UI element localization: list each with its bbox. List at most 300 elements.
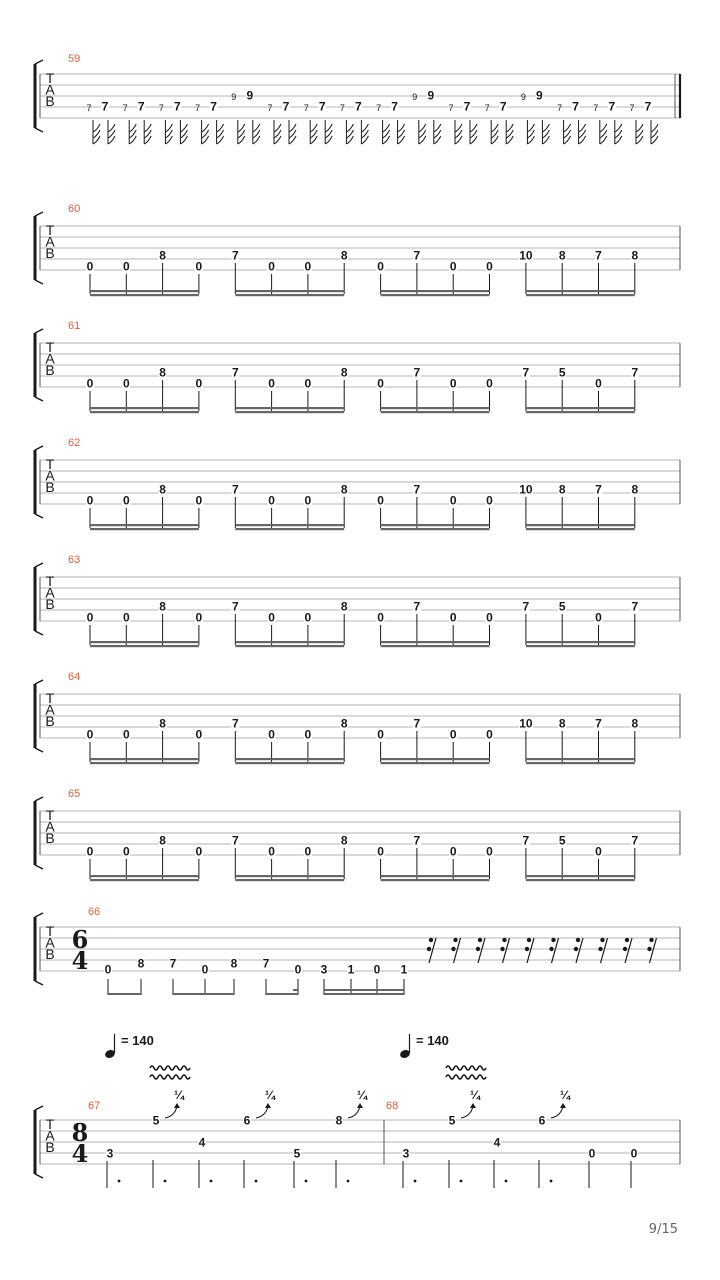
beam-primary [381, 290, 490, 292]
tab-clef-letter: A [45, 818, 55, 835]
tab-clef-letter: T [45, 339, 55, 355]
beam-secondary [526, 528, 635, 530]
beam-secondary [381, 645, 490, 647]
rest-dot [576, 938, 580, 942]
tab-clef-letter: A [45, 701, 55, 718]
fret-number: 7 [355, 99, 362, 114]
fret-number: 0 [377, 727, 384, 742]
fret-number: 7 [169, 956, 177, 971]
tab-clef-letter: T [45, 807, 55, 823]
bracket-hook [35, 397, 43, 401]
fret-number: 0 [268, 727, 275, 742]
fret-number: 0 [595, 376, 602, 391]
grace-note-fret: 7 [376, 103, 382, 113]
beam-secondary [90, 528, 199, 530]
note-flag [636, 124, 643, 132]
beam-secondary [235, 645, 344, 647]
fret-number: 0 [486, 493, 493, 508]
rest-dot [647, 947, 651, 951]
fret-number: 7 [231, 833, 239, 848]
note-flag [615, 124, 622, 132]
rest-dot [478, 938, 482, 942]
tab-clef-letter: B [45, 713, 55, 729]
note-flag [398, 124, 405, 132]
bend-amount: ¼ [559, 1088, 571, 1102]
fret-number: 0 [122, 727, 130, 742]
dot [505, 1180, 508, 1183]
fret-number: 0 [486, 376, 493, 391]
fret-number: 8 [558, 482, 566, 497]
rest-dot [451, 947, 455, 951]
beam-secondary [90, 411, 199, 413]
fret-number: 0 [86, 493, 94, 508]
bracket-hook [35, 797, 43, 801]
fret-number: 8 [159, 716, 166, 731]
fret-number: 0 [195, 259, 203, 274]
grace-note-fret: 7 [158, 103, 164, 113]
fret-number: 5 [293, 1146, 301, 1161]
fret-number: 7 [631, 833, 639, 848]
vibrato-mark [150, 1066, 190, 1070]
fret-number: 7 [231, 482, 239, 497]
bend-amount: ¼ [356, 1088, 368, 1102]
fret-number: 8 [159, 365, 166, 380]
fret-number: 8 [335, 1113, 343, 1128]
time-signature-top: 6 [71, 925, 89, 954]
fret-number: 7 [262, 956, 270, 971]
beam-primary [235, 290, 344, 292]
beam-primary [266, 993, 298, 995]
fret-number: 0 [449, 493, 457, 508]
fret-number: 0 [268, 610, 275, 625]
tab-clef-letter: B [45, 479, 55, 495]
fret-number: 0 [304, 493, 312, 508]
beam-primary [90, 524, 199, 526]
bracket-hook [35, 280, 43, 284]
vibrato-mark [150, 1075, 190, 1079]
system-measure-62 [35, 437, 680, 530]
tab-clef-letter: T [45, 923, 55, 939]
page-number: 9/15 [648, 1222, 678, 1237]
note-flag [289, 124, 296, 132]
note-flag [564, 124, 571, 132]
bend-amount: ¼ [173, 1088, 185, 1102]
system-measure-65 [35, 788, 680, 881]
beam-primary [235, 758, 344, 760]
dot [255, 1180, 258, 1183]
tab-clef-letter: T [45, 456, 55, 472]
note-flag [361, 124, 368, 132]
dot [164, 1180, 167, 1183]
beam-primary [235, 641, 344, 643]
tab-clef-letter: T [45, 690, 55, 706]
beam-primary [90, 758, 199, 760]
note-flag [383, 124, 390, 132]
tab-clef-letter: T [45, 573, 55, 589]
measure-number: 68 [386, 1100, 399, 1112]
measure-number: 66 [88, 906, 101, 918]
measure-number: 61 [68, 320, 81, 332]
tab-clef-letter: T [45, 222, 55, 238]
fret-number: 0 [486, 727, 493, 742]
beam-primary [235, 407, 344, 409]
fret-number: 0 [449, 727, 457, 742]
tempo-marking: = 140 [121, 1033, 154, 1048]
fret-number: 0 [122, 493, 130, 508]
fret-number: 10 [519, 482, 533, 497]
grace-note-fret: 7 [339, 103, 345, 113]
grace-note-fret: 7 [195, 103, 201, 113]
tab-clef-letter: A [45, 934, 55, 951]
fret-number: 0 [449, 259, 457, 274]
grace-note-fret: 7 [86, 103, 92, 113]
fret-number: 0 [195, 376, 203, 391]
note-flag [238, 124, 245, 132]
note-flag [217, 124, 224, 132]
fret-number: 5 [558, 365, 566, 380]
fret-number: 0 [268, 376, 275, 391]
beam-secondary [90, 762, 199, 764]
fret-number: 0 [195, 493, 203, 508]
fret-number: 0 [377, 844, 384, 859]
fret-number: 0 [595, 610, 602, 625]
note-flag [542, 124, 549, 132]
beam-primary [526, 407, 635, 409]
fret-number: 5 [448, 1113, 456, 1128]
fret-number: 0 [86, 259, 94, 274]
fret-number: 0 [304, 259, 312, 274]
note-flag [144, 124, 151, 132]
fret-number: 9 [427, 88, 435, 103]
bracket-hook [35, 1174, 43, 1178]
bracket-hook [35, 748, 43, 752]
fret-number: 0 [86, 844, 94, 859]
rest-dot [453, 938, 457, 942]
tab-clef-letter: T [45, 1116, 55, 1132]
fret-number: 7 [572, 99, 579, 114]
note-flag [325, 124, 332, 132]
note-flag [310, 124, 317, 132]
beam-primary [526, 758, 635, 760]
system-measure-61 [35, 320, 680, 413]
fret-number: 0 [195, 610, 203, 625]
tab-clef-letter: B [45, 830, 55, 846]
fret-number: 7 [318, 99, 326, 114]
dot [305, 1180, 308, 1183]
beam-primary [381, 758, 490, 760]
fret-number: 7 [413, 599, 421, 614]
vibrato-mark [446, 1075, 486, 1079]
tab-clef-letter: A [45, 584, 55, 601]
fret-number: 6 [538, 1113, 546, 1128]
beam-primary [235, 875, 344, 877]
bend-amount: ¼ [469, 1088, 481, 1102]
fret-number: 0 [595, 844, 602, 859]
fret-number: 0 [294, 962, 302, 977]
fret-number: 0 [122, 376, 130, 391]
bracket-hook [35, 865, 43, 869]
bracket-hook [35, 212, 43, 216]
fret-number: 7 [231, 248, 239, 263]
rest-dot [476, 947, 480, 951]
grace-note-fret: 7 [484, 103, 490, 113]
bracket-hook [35, 563, 43, 567]
fret-number: 7 [413, 833, 421, 848]
tab-clef-letter: T [45, 70, 55, 86]
rest-dot [427, 947, 431, 951]
fret-number: 7 [137, 99, 145, 114]
note-flag [651, 124, 658, 132]
tab-clef-letter: B [45, 1139, 55, 1155]
fret-number: 0 [630, 1146, 638, 1161]
measure-number: 63 [68, 554, 81, 566]
fret-number: 8 [558, 716, 566, 731]
rest-dot [500, 947, 504, 951]
note-flag [165, 124, 172, 132]
beam-secondary [526, 294, 635, 296]
note-flag [93, 124, 100, 132]
fret-number: 7 [595, 248, 602, 263]
measure-number: 59 [68, 53, 81, 65]
grace-note-fret: 7 [267, 103, 273, 113]
fret-number: 8 [159, 482, 166, 497]
dot [118, 1180, 121, 1183]
fret-number: 8 [631, 482, 639, 497]
note-flag [253, 124, 260, 132]
time-signature-bottom: 4 [71, 946, 89, 975]
fret-number: 7 [463, 99, 471, 114]
fret-number: 7 [608, 99, 616, 114]
fret-number: 7 [210, 99, 217, 114]
system-measure-64 [35, 671, 680, 764]
bracket-hook [35, 1106, 43, 1110]
bend-arrowhead [357, 1103, 363, 1108]
note-flag [527, 124, 534, 132]
beam-primary [108, 993, 141, 995]
fret-number: 0 [486, 610, 493, 625]
fret-number: 7 [413, 248, 421, 263]
beam-secondary [381, 762, 490, 764]
beam-primary [381, 641, 490, 643]
fret-number: 0 [377, 376, 384, 391]
fret-number: 7 [631, 365, 639, 380]
rest-dot [429, 938, 433, 942]
fret-number: 0 [377, 610, 384, 625]
time-signature-bottom: 4 [71, 1139, 89, 1168]
fret-number: 0 [86, 610, 94, 625]
beam-partial [293, 989, 298, 991]
measure-number: 62 [68, 437, 81, 449]
note-flag [346, 124, 353, 132]
fret-number: 5 [152, 1113, 160, 1128]
fret-number: 7 [231, 599, 239, 614]
fret-number: 0 [201, 962, 209, 977]
note-flag [180, 124, 187, 132]
fret-number: 6 [243, 1113, 251, 1128]
rest-dot [525, 947, 529, 951]
beam-secondary [526, 879, 635, 881]
beam-primary [381, 875, 490, 877]
fret-number: 7 [631, 599, 639, 614]
rest-dot [551, 938, 555, 942]
bend-arrowhead [470, 1103, 476, 1108]
dot [550, 1180, 553, 1183]
note-flag [455, 124, 462, 132]
fret-number: 0 [449, 610, 457, 625]
fret-number: 0 [588, 1146, 596, 1161]
beam-primary [381, 407, 490, 409]
grace-note-fret: 7 [557, 103, 563, 113]
tempo-marking: = 140 [416, 1033, 449, 1048]
beam-primary [173, 993, 234, 995]
fret-number: 8 [137, 956, 145, 971]
fret-number: 10 [519, 716, 533, 731]
beam-secondary [90, 294, 199, 296]
bend-arrowhead [560, 1103, 566, 1108]
measure-number: 64 [68, 671, 81, 683]
fret-number: 7 [391, 99, 398, 114]
fret-number: 8 [631, 248, 639, 263]
beam-primary [324, 993, 404, 995]
tab-clef-letter: A [45, 350, 55, 367]
fret-number: 8 [340, 365, 348, 380]
fret-number: 4 [493, 1135, 501, 1150]
dot [210, 1180, 213, 1183]
fret-number: 0 [268, 259, 275, 274]
note-flag [108, 124, 115, 132]
beam-primary [90, 290, 199, 292]
tab-clef-letter: A [45, 1127, 55, 1144]
fret-number: 0 [373, 962, 381, 977]
fret-number: 1 [400, 962, 408, 977]
fret-number: 0 [195, 844, 203, 859]
grace-note-fret: 7 [448, 103, 454, 113]
fret-number: 0 [122, 610, 130, 625]
fret-number: 7 [413, 716, 421, 731]
fret-number: 7 [522, 599, 530, 614]
tab-clef-letter: B [45, 245, 55, 261]
fret-number: 8 [159, 833, 166, 848]
grace-note-fret: 7 [593, 103, 599, 113]
beam-secondary [324, 989, 404, 991]
bracket-hook [35, 981, 43, 985]
grace-note-fret: 9 [520, 92, 526, 102]
beam-secondary [90, 645, 199, 647]
fret-number: 8 [340, 716, 348, 731]
bracket-hook [35, 60, 43, 64]
tab-clef-letter: B [45, 93, 55, 109]
fret-number: 7 [231, 365, 239, 380]
fret-number: 5 [558, 833, 566, 848]
beam-primary [90, 641, 199, 643]
beam-secondary [381, 294, 490, 296]
fret-number: 8 [340, 482, 348, 497]
bend-amount: ¼ [264, 1088, 276, 1102]
fret-number: 4 [198, 1135, 206, 1150]
fret-number: 0 [449, 844, 457, 859]
note-flag [491, 124, 498, 132]
fret-number: 10 [519, 248, 533, 263]
time-signature-top: 8 [71, 1118, 89, 1147]
fret-number: 0 [104, 962, 112, 977]
fret-number: 7 [231, 716, 239, 731]
fret-number: 3 [320, 962, 328, 977]
measure-number: 60 [68, 203, 81, 215]
fret-number: 0 [195, 727, 203, 742]
grace-note-fret: 7 [122, 103, 128, 113]
rest-dot [598, 947, 602, 951]
measure-number: 67 [88, 1100, 101, 1112]
fret-number: 8 [230, 956, 238, 971]
note-flag [419, 124, 426, 132]
fret-number: 0 [86, 376, 94, 391]
grace-note-fret: 7 [629, 103, 635, 113]
tab-clef-letter: A [45, 81, 55, 98]
fret-number: 5 [558, 599, 566, 614]
fret-number: 1 [347, 962, 355, 977]
rest-dot [623, 947, 627, 951]
rest-dot [549, 947, 553, 951]
rest-dot [625, 938, 629, 942]
rest-dot [527, 938, 531, 942]
fret-number: 0 [486, 844, 493, 859]
rest-dot [574, 947, 578, 951]
beam-secondary [381, 528, 490, 530]
fret-number: 3 [106, 1146, 114, 1161]
rest-dot [600, 938, 604, 942]
fret-number: 0 [449, 376, 457, 391]
grace-note-fret: 7 [303, 103, 309, 113]
tab-clef-letter: B [45, 946, 55, 962]
beam-primary [235, 524, 344, 526]
fret-number: 7 [282, 99, 290, 114]
beam-secondary [235, 762, 344, 764]
beam-primary [381, 524, 490, 526]
beam-primary [526, 524, 635, 526]
fret-number: 7 [174, 99, 181, 114]
fret-number: 7 [522, 365, 530, 380]
fret-number: 7 [413, 365, 421, 380]
bracket-hook [35, 680, 43, 684]
beam-secondary [235, 294, 344, 296]
beam-primary [526, 290, 635, 292]
beam-secondary [381, 411, 490, 413]
fret-number: 7 [101, 99, 109, 114]
fret-number: 0 [304, 610, 312, 625]
dot [414, 1180, 417, 1183]
system-measure-66 [35, 906, 680, 995]
vibrato-mark [446, 1066, 486, 1070]
fret-number: 8 [558, 248, 566, 263]
fret-number: 8 [340, 599, 348, 614]
beam-primary [526, 641, 635, 643]
beam-secondary [526, 411, 635, 413]
measure-number: 65 [68, 788, 81, 800]
bend-arrowhead [174, 1103, 180, 1108]
beam-secondary [235, 879, 344, 881]
fret-number: 0 [486, 259, 493, 274]
beam-primary [90, 407, 199, 409]
fret-number: 8 [340, 833, 348, 848]
bracket-hook [35, 631, 43, 635]
beam-secondary [235, 528, 344, 530]
fret-number: 7 [644, 99, 652, 114]
beam-primary [526, 875, 635, 877]
fret-number: 7 [413, 482, 421, 497]
dot [460, 1180, 463, 1183]
fret-number: 8 [159, 599, 166, 614]
tab-clef-letter: A [45, 467, 55, 484]
